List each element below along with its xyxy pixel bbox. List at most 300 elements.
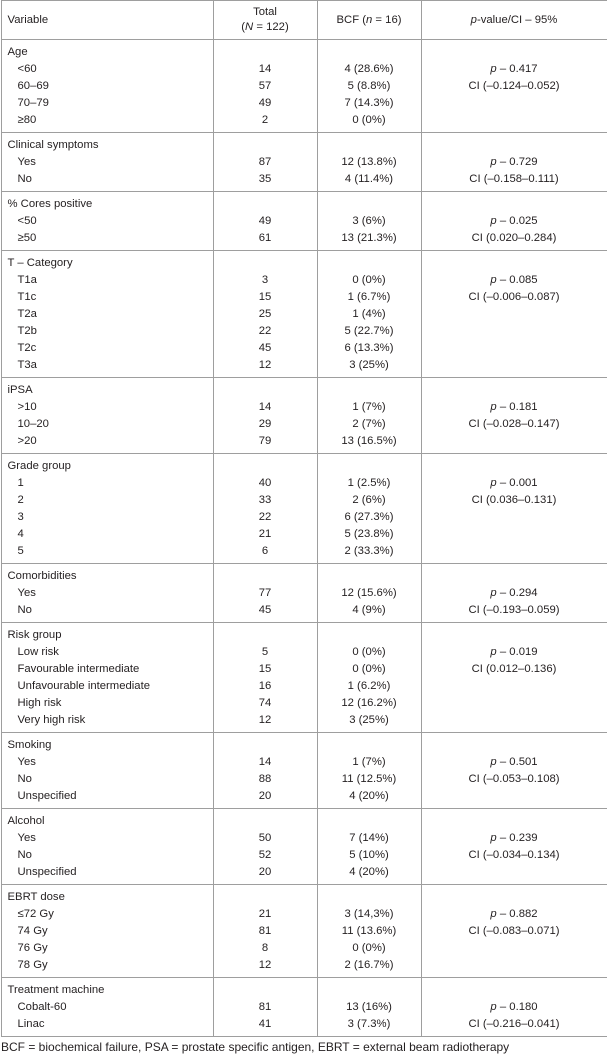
table-row — [1, 999, 607, 1016]
p-value — [421, 585, 607, 602]
row-label: 4 — [1, 526, 213, 543]
p-number: 0.239 — [509, 832, 537, 844]
table-row — [1, 323, 607, 340]
header-pvalue-p: p — [471, 14, 477, 26]
bcf-value: 13 (16%) — [317, 999, 421, 1016]
empty-cell — [421, 95, 607, 112]
total-value: 77 — [213, 585, 317, 602]
table-row — [1, 830, 607, 847]
p-separator: – — [497, 646, 510, 658]
empty-cell — [213, 251, 317, 273]
empty-cell — [213, 809, 317, 831]
bcf-value: 13 (21.3%) — [317, 230, 421, 251]
variable-group — [1, 251, 607, 378]
row-label: Unfavourable intermediate — [1, 678, 213, 695]
bcf-value: 2 (16.7%) — [317, 957, 421, 978]
row-label: 3 — [1, 509, 213, 526]
table-footnote: BCF = biochemical failure, PSA = prostate specific antigen, EBRT = external beam radiotherapy — [0, 1040, 607, 1054]
bcf-value: 11 (13.6%) — [317, 923, 421, 940]
row-label: T2c — [1, 340, 213, 357]
bcf-value: 5 (8.8%) — [317, 78, 421, 95]
row-label: Yes — [1, 585, 213, 602]
total-value: 12 — [213, 357, 317, 378]
row-label: T3a — [1, 357, 213, 378]
row-label: No — [1, 602, 213, 623]
table-row — [1, 272, 607, 289]
empty-cell — [213, 978, 317, 1000]
empty-cell — [421, 733, 607, 755]
empty-cell — [213, 192, 317, 214]
row-label: No — [1, 847, 213, 864]
row-label: T2a — [1, 306, 213, 323]
p-label: p — [490, 63, 496, 75]
header-total-n-label: N — [245, 21, 253, 33]
total-value: 20 — [213, 788, 317, 809]
total-value: 14 — [213, 61, 317, 78]
p-label: p — [490, 215, 496, 227]
bcf-value: 3 (25%) — [317, 712, 421, 733]
p-separator: – — [497, 63, 510, 75]
total-value: 15 — [213, 661, 317, 678]
total-value: 3 — [213, 272, 317, 289]
table-row — [1, 754, 607, 771]
empty-cell — [317, 192, 421, 214]
p-label: p — [490, 1001, 496, 1013]
row-label: Yes — [1, 154, 213, 171]
empty-cell — [421, 40, 607, 62]
table-row — [1, 112, 607, 133]
empty-cell — [421, 306, 607, 323]
confidence-interval: CI (–0.124–0.052) — [421, 78, 607, 95]
bcf-value: 12 (15.6%) — [317, 585, 421, 602]
row-label: <50 — [1, 213, 213, 230]
row-label: ≤72 Gy — [1, 906, 213, 923]
table-row — [1, 847, 607, 864]
row-label: <60 — [1, 61, 213, 78]
empty-cell — [421, 788, 607, 809]
empty-cell — [421, 357, 607, 378]
row-label: 78 Gy — [1, 957, 213, 978]
table-row — [1, 213, 607, 230]
table-row — [1, 1016, 607, 1037]
empty-cell — [317, 623, 421, 645]
p-separator: – — [497, 401, 510, 413]
empty-cell — [421, 543, 607, 564]
row-label: Yes — [1, 830, 213, 847]
bcf-value: 1 (2.5%) — [317, 475, 421, 492]
row-label: Unspecified — [1, 864, 213, 885]
p-number: 0.501 — [509, 756, 537, 768]
empty-cell — [317, 809, 421, 831]
row-label: 2 — [1, 492, 213, 509]
row-label: 70–79 — [1, 95, 213, 112]
group-label: Alcohol — [1, 809, 213, 831]
p-label: p — [490, 156, 496, 168]
variable-group — [1, 623, 607, 733]
table-row — [1, 585, 607, 602]
total-value: 81 — [213, 999, 317, 1016]
total-value: 52 — [213, 847, 317, 864]
total-value: 25 — [213, 306, 317, 323]
empty-cell — [317, 40, 421, 62]
p-label: p — [490, 832, 496, 844]
row-label: 5 — [1, 543, 213, 564]
empty-cell — [317, 454, 421, 476]
table-row — [1, 526, 607, 543]
empty-cell — [317, 564, 421, 586]
p-number: 0.417 — [509, 63, 537, 75]
confidence-interval: CI (–0.034–0.134) — [421, 847, 607, 864]
variable-group — [1, 454, 607, 564]
row-label: T2b — [1, 323, 213, 340]
p-value — [421, 213, 607, 230]
table-row — [1, 695, 607, 712]
total-value: 6 — [213, 543, 317, 564]
row-label: Yes — [1, 754, 213, 771]
table-row — [1, 399, 607, 416]
bcf-value: 1 (6.2%) — [317, 678, 421, 695]
total-value: 12 — [213, 957, 317, 978]
empty-cell — [421, 712, 607, 733]
empty-cell — [421, 112, 607, 133]
total-value: 40 — [213, 475, 317, 492]
group-header-row — [1, 623, 607, 645]
bcf-value: 5 (10%) — [317, 847, 421, 864]
total-value: 49 — [213, 213, 317, 230]
table-row — [1, 475, 607, 492]
table-row — [1, 678, 607, 695]
bcf-value: 0 (0%) — [317, 112, 421, 133]
total-value: 21 — [213, 906, 317, 923]
p-label: p — [490, 401, 496, 413]
empty-cell — [421, 978, 607, 1000]
p-number: 0.294 — [509, 587, 537, 599]
variable-group — [1, 978, 607, 1037]
p-label: p — [490, 274, 496, 286]
empty-cell — [421, 192, 607, 214]
confidence-interval: CI (–0.028–0.147) — [421, 416, 607, 433]
empty-cell — [421, 378, 607, 400]
table-row — [1, 644, 607, 661]
empty-cell — [317, 251, 421, 273]
empty-cell — [213, 885, 317, 907]
empty-cell — [421, 809, 607, 831]
table-row — [1, 923, 607, 940]
empty-cell — [421, 885, 607, 907]
table-row — [1, 171, 607, 192]
table-row — [1, 306, 607, 323]
empty-cell — [213, 40, 317, 62]
table-row — [1, 661, 607, 678]
header-total: Total (N = 122) — [213, 1, 317, 40]
bcf-value: 0 (0%) — [317, 644, 421, 661]
group-label: % Cores positive — [1, 192, 213, 214]
bcf-value: 4 (11.4%) — [317, 171, 421, 192]
total-value: 5 — [213, 644, 317, 661]
empty-cell — [421, 564, 607, 586]
total-value: 49 — [213, 95, 317, 112]
bcf-value: 5 (22.7%) — [317, 323, 421, 340]
total-value: 14 — [213, 754, 317, 771]
p-separator: – — [497, 477, 510, 489]
table-row — [1, 433, 607, 454]
total-value: 88 — [213, 771, 317, 788]
bcf-value: 2 (6%) — [317, 492, 421, 509]
empty-cell — [421, 454, 607, 476]
row-label: 60–69 — [1, 78, 213, 95]
empty-cell — [421, 623, 607, 645]
table-row — [1, 509, 607, 526]
group-header-row — [1, 454, 607, 476]
total-value: 22 — [213, 323, 317, 340]
empty-cell — [317, 733, 421, 755]
p-value — [421, 754, 607, 771]
table-row — [1, 771, 607, 788]
confidence-interval: CI (–0.083–0.071) — [421, 923, 607, 940]
p-number: 0.001 — [509, 477, 537, 489]
empty-cell — [421, 509, 607, 526]
p-label: p — [490, 646, 496, 658]
group-header-row — [1, 978, 607, 1000]
bcf-value: 1 (4%) — [317, 306, 421, 323]
variable-group — [1, 809, 607, 885]
p-value — [421, 272, 607, 289]
variable-group — [1, 40, 607, 133]
group-header-row — [1, 40, 607, 62]
p-label: p — [490, 587, 496, 599]
p-value — [421, 644, 607, 661]
empty-cell — [421, 433, 607, 454]
row-label: >20 — [1, 433, 213, 454]
variable-group — [1, 733, 607, 809]
empty-cell — [213, 564, 317, 586]
confidence-interval: CI (–0.216–0.041) — [421, 1016, 607, 1037]
group-label: Clinical symptoms — [1, 133, 213, 155]
empty-cell — [421, 323, 607, 340]
p-separator: – — [497, 156, 510, 168]
group-label: EBRT dose — [1, 885, 213, 907]
total-value: 81 — [213, 923, 317, 940]
row-label: No — [1, 771, 213, 788]
group-header-row — [1, 809, 607, 831]
bcf-value: 7 (14.3%) — [317, 95, 421, 112]
bcf-value: 6 (27.3%) — [317, 509, 421, 526]
total-value: 20 — [213, 864, 317, 885]
p-separator: – — [497, 1001, 510, 1013]
table-row — [1, 788, 607, 809]
header-bcf-n-label: n — [366, 14, 372, 26]
p-number: 0.180 — [509, 1001, 537, 1013]
bcf-value: 12 (13.8%) — [317, 154, 421, 171]
bcf-value: 1 (7%) — [317, 399, 421, 416]
variable-group — [1, 378, 607, 454]
total-value: 57 — [213, 78, 317, 95]
empty-cell — [213, 133, 317, 155]
bcf-value: 2 (7%) — [317, 416, 421, 433]
p-label: p — [490, 908, 496, 920]
bcf-value: 3 (6%) — [317, 213, 421, 230]
header-bcf: BCF (n = 16) — [317, 1, 421, 40]
header-variable: Variable — [1, 1, 213, 40]
total-value: 22 — [213, 509, 317, 526]
bcf-value: 11 (12.5%) — [317, 771, 421, 788]
row-label: Favourable intermediate — [1, 661, 213, 678]
group-header-row — [1, 564, 607, 586]
table-row — [1, 357, 607, 378]
bcf-value: 4 (28.6%) — [317, 61, 421, 78]
group-header-row — [1, 251, 607, 273]
total-value: 8 — [213, 940, 317, 957]
table-header — [1, 1, 607, 40]
row-label: Unspecified — [1, 788, 213, 809]
bcf-value: 3 (14,3%) — [317, 906, 421, 923]
row-label: 74 Gy — [1, 923, 213, 940]
total-value: 61 — [213, 230, 317, 251]
total-value: 50 — [213, 830, 317, 847]
empty-cell — [421, 526, 607, 543]
bcf-value: 1 (7%) — [317, 754, 421, 771]
bcf-value: 3 (7.3%) — [317, 1016, 421, 1037]
bcf-value: 0 (0%) — [317, 940, 421, 957]
p-value — [421, 399, 607, 416]
empty-cell — [213, 378, 317, 400]
empty-cell — [421, 864, 607, 885]
group-header-row — [1, 378, 607, 400]
confidence-interval: CI (–0.053–0.108) — [421, 771, 607, 788]
total-value: 79 — [213, 433, 317, 454]
empty-cell — [421, 695, 607, 712]
p-separator: – — [497, 215, 510, 227]
variable-group — [1, 885, 607, 978]
table-row — [1, 416, 607, 433]
p-value — [421, 154, 607, 171]
confidence-interval: CI (0.012–0.136) — [421, 661, 607, 678]
row-label: ≥50 — [1, 230, 213, 251]
empty-cell — [421, 940, 607, 957]
table-row — [1, 78, 607, 95]
p-separator: – — [497, 908, 510, 920]
total-value: 45 — [213, 602, 317, 623]
row-label: 10–20 — [1, 416, 213, 433]
bcf-value: 4 (20%) — [317, 864, 421, 885]
p-separator: – — [497, 832, 510, 844]
group-header-row — [1, 133, 607, 155]
total-value: 2 — [213, 112, 317, 133]
group-label: Comorbidities — [1, 564, 213, 586]
table-row — [1, 940, 607, 957]
table-row — [1, 230, 607, 251]
empty-cell — [421, 678, 607, 695]
bcf-value: 0 (0%) — [317, 661, 421, 678]
variable-group — [1, 192, 607, 251]
empty-cell — [421, 957, 607, 978]
p-label: p — [490, 756, 496, 768]
empty-cell — [213, 733, 317, 755]
table-row — [1, 154, 607, 171]
p-value — [421, 999, 607, 1016]
group-label: Age — [1, 40, 213, 62]
group-header-row — [1, 885, 607, 907]
empty-cell — [317, 885, 421, 907]
empty-cell — [213, 454, 317, 476]
bcf-value: 4 (20%) — [317, 788, 421, 809]
table-row — [1, 340, 607, 357]
p-separator: – — [497, 756, 510, 768]
group-label: Risk group — [1, 623, 213, 645]
p-value — [421, 61, 607, 78]
header-pvalue: p-value/CI – 95% — [421, 1, 607, 40]
variable-group — [1, 564, 607, 623]
total-value: 12 — [213, 712, 317, 733]
empty-cell — [213, 623, 317, 645]
table-row — [1, 957, 607, 978]
group-label: Treatment machine — [1, 978, 213, 1000]
bcf-value: 4 (9%) — [317, 602, 421, 623]
row-label: T1a — [1, 272, 213, 289]
p-separator: – — [497, 587, 510, 599]
p-number: 0.025 — [509, 215, 537, 227]
variable-group — [1, 133, 607, 192]
p-value — [421, 475, 607, 492]
p-separator: – — [497, 274, 510, 286]
empty-cell — [421, 133, 607, 155]
bcf-value: 5 (23.8%) — [317, 526, 421, 543]
table-row — [1, 602, 607, 623]
bcf-value: 7 (14%) — [317, 830, 421, 847]
total-value: 16 — [213, 678, 317, 695]
bcf-value: 0 (0%) — [317, 272, 421, 289]
confidence-interval: CI (0.036–0.131) — [421, 492, 607, 509]
row-label: No — [1, 171, 213, 192]
bcf-value: 3 (25%) — [317, 357, 421, 378]
empty-cell — [317, 133, 421, 155]
table-row — [1, 864, 607, 885]
group-header-row — [1, 192, 607, 214]
table-row — [1, 61, 607, 78]
total-value: 14 — [213, 399, 317, 416]
total-value: 74 — [213, 695, 317, 712]
row-label: 1 — [1, 475, 213, 492]
group-label: Smoking — [1, 733, 213, 755]
total-value: 33 — [213, 492, 317, 509]
p-value — [421, 906, 607, 923]
p-label: p — [490, 477, 496, 489]
row-label: ≥80 — [1, 112, 213, 133]
empty-cell — [421, 340, 607, 357]
table-row — [1, 543, 607, 564]
group-label: iPSA — [1, 378, 213, 400]
table-row — [1, 95, 607, 112]
p-number: 0.181 — [509, 401, 537, 413]
total-value: 35 — [213, 171, 317, 192]
group-label: Grade group — [1, 454, 213, 476]
total-value: 29 — [213, 416, 317, 433]
total-value: 41 — [213, 1016, 317, 1037]
bcf-value: 1 (6.7%) — [317, 289, 421, 306]
group-header-row — [1, 733, 607, 755]
empty-cell — [421, 251, 607, 273]
table-row — [1, 906, 607, 923]
row-label: Linac — [1, 1016, 213, 1037]
table-row — [1, 712, 607, 733]
row-label: >10 — [1, 399, 213, 416]
bcf-value: 2 (33.3%) — [317, 543, 421, 564]
bcf-value: 13 (16.5%) — [317, 433, 421, 454]
total-value: 21 — [213, 526, 317, 543]
table-row — [1, 492, 607, 509]
total-value: 45 — [213, 340, 317, 357]
confidence-interval: CI (–0.158–0.111) — [421, 171, 607, 192]
